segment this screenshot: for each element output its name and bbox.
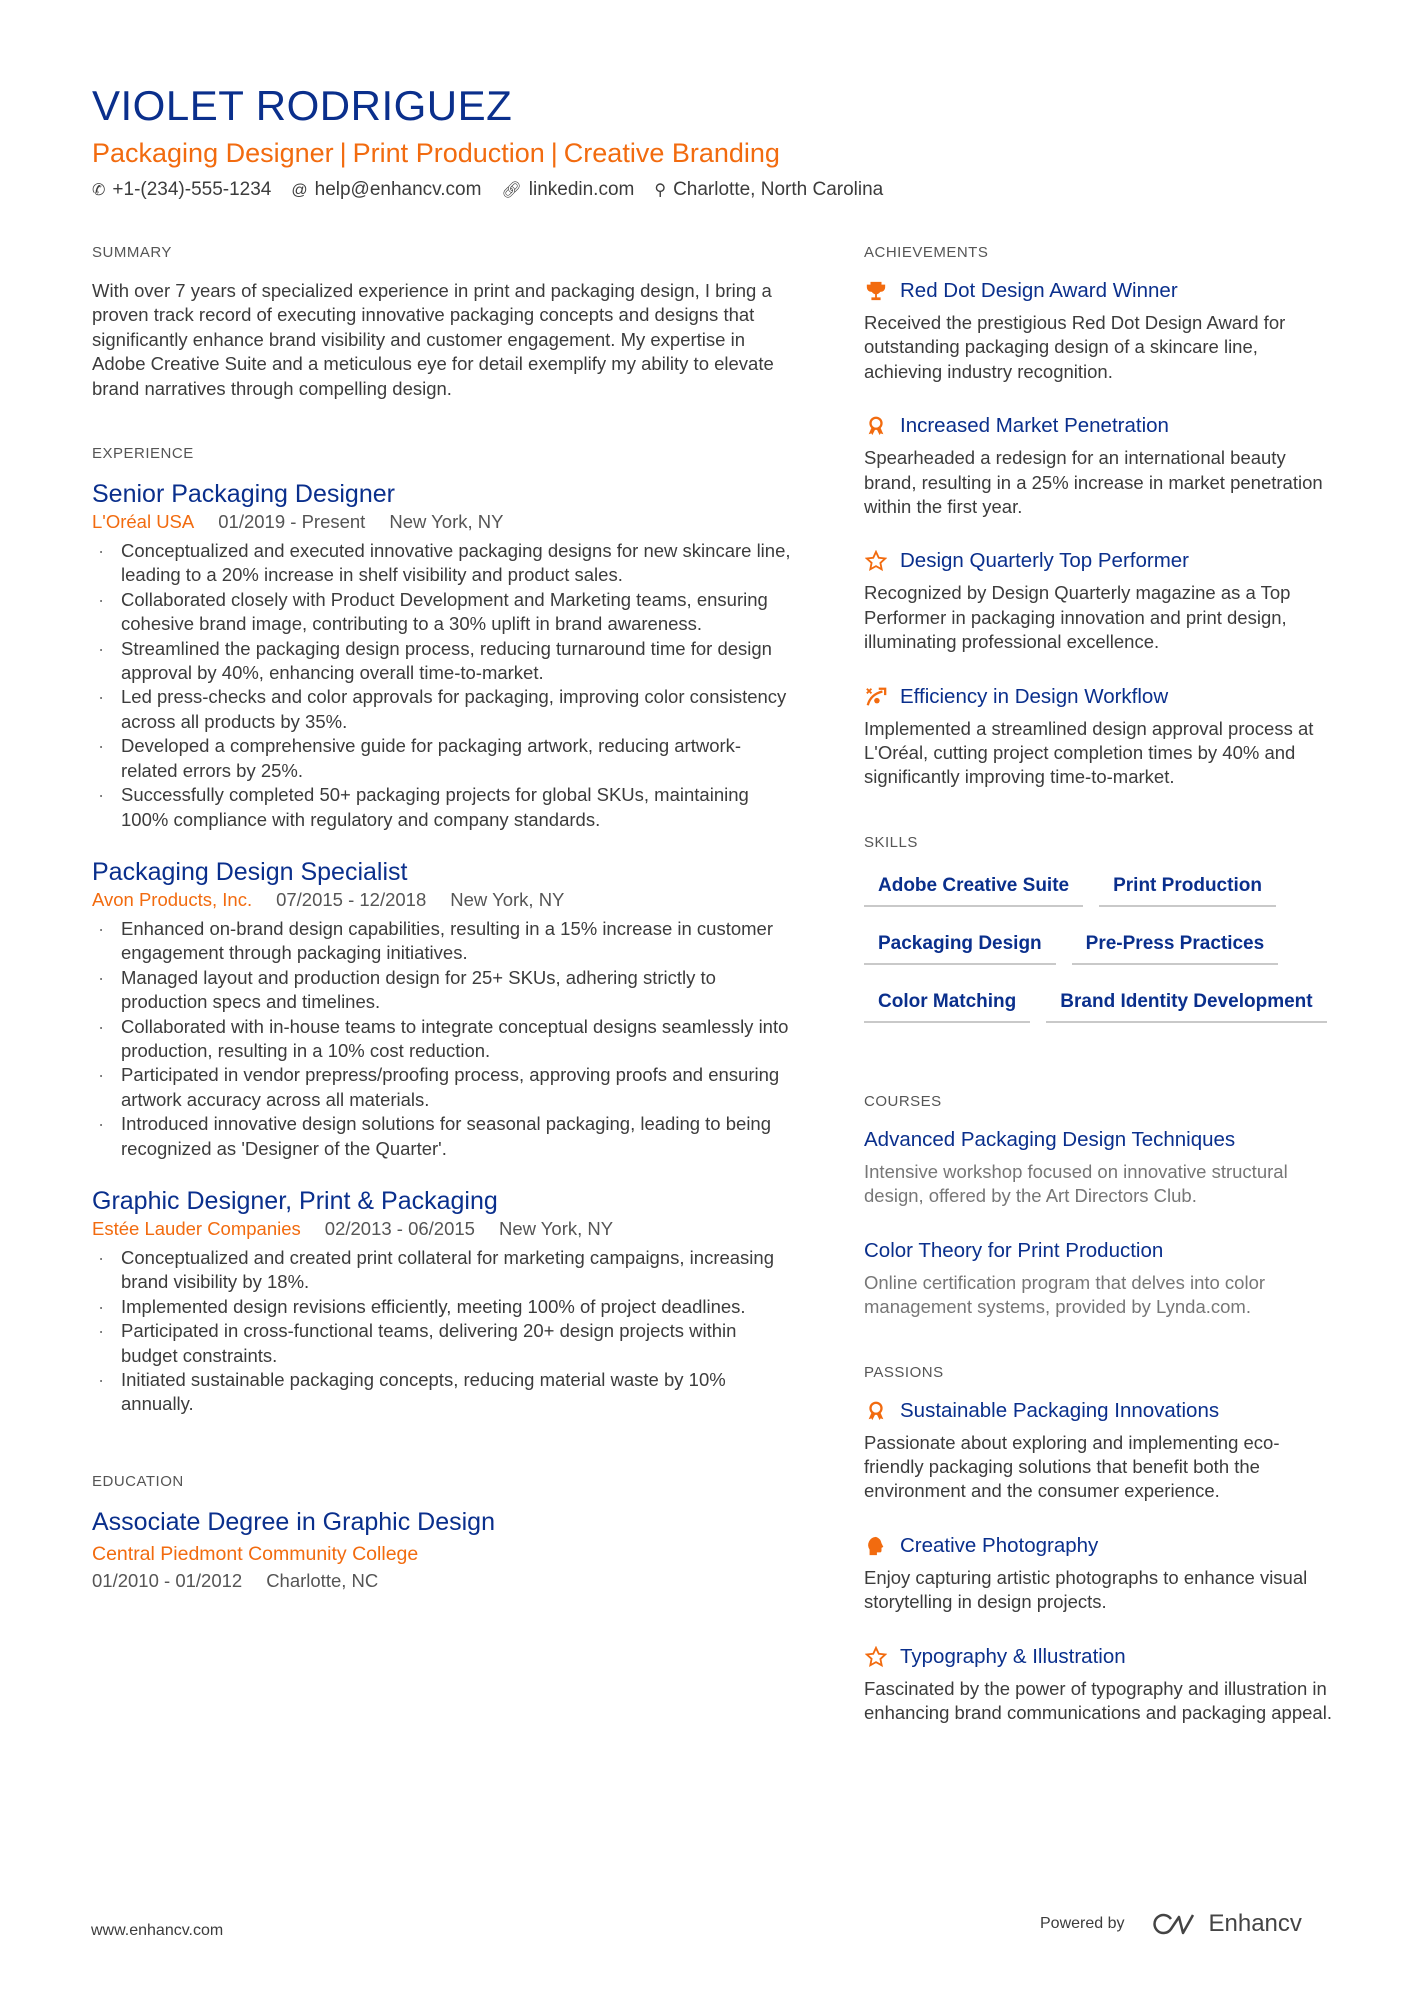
achievements-item — [864, 685, 1334, 790]
job-meta — [92, 889, 792, 911]
passions-title: Typography & Illustration — [900, 1644, 1126, 1668]
title-separator: | — [339, 138, 347, 168]
bullet-item: · Initiated sustainable packaging concepts, reducing material waste by 10% annually. — [92, 1368, 792, 1417]
achievements-item — [864, 549, 1334, 654]
resume-header — [92, 82, 883, 201]
skill-tag: Print Production — [1099, 869, 1276, 907]
course-description: Online certification program that delves into color management systems, provided by Lynda.com. — [864, 1271, 1266, 1318]
job-location: New York, NY — [389, 511, 504, 533]
title-separator: | — [550, 138, 558, 168]
education-dates: 01/2010 - 01/2012 — [92, 1569, 243, 1591]
section-label: SUMMARY — [92, 244, 172, 261]
course-title: Color Theory for Print Production — [864, 1238, 1164, 1262]
bullet-item: · Conceptualized and executed innovative packaging designs for new skincare line, leading to a 20% increase in shelf visibility and product sales. — [92, 539, 792, 588]
contact-phone — [92, 179, 271, 201]
bullet-item: · Streamlined the packaging design process, reducing turnaround time for design approval by 40%, enhancing overall time-to-market. — [92, 637, 792, 686]
powered-by-text: Powered by — [1040, 1915, 1125, 1932]
achievements-title: Efficiency in Design Workflow — [900, 684, 1169, 708]
candidate-name: VIOLET RODRIGUEZ — [92, 82, 513, 129]
job-meta — [92, 1218, 792, 1240]
company-name: Avon Products, Inc. — [92, 888, 253, 910]
summary-text: With over 7 years of specialized experience in print and packaging design, I bring a proven track record of executing innovative packaging concepts and designs that significantly enhance brand visibility and customer engagement. My expertise in Adobe Creative Suite and a meticulous eye for detail exemplify my ability to elevate brand narratives through compelling design. — [92, 280, 774, 399]
education-meta — [92, 1570, 792, 1592]
job-title: Graphic Designer, Print & Packaging — [92, 1186, 498, 1215]
section-label: COURSES — [864, 1092, 942, 1110]
passions-item-header — [864, 1645, 1334, 1669]
job-title: Senior Packaging Designer — [92, 480, 395, 509]
passions-description: Passionate about exploring and implementing eco-friendly packaging solutions that benefit both the environment and the consumer experience. — [864, 1431, 1280, 1502]
title-part: Print Production — [352, 138, 545, 168]
passions-item — [864, 1645, 1334, 1726]
title-part: Creative Branding — [563, 138, 780, 168]
passions-description: Enjoy capturing artistic photographs to enhance visual storytelling in design projects. — [864, 1566, 1308, 1613]
education-section — [92, 1473, 792, 1592]
job-entry — [92, 480, 792, 832]
bullet-item: · Participated in vendor prepress/proofing process, approving proofs and ensuring artwork accuracy across all materials. — [92, 1063, 792, 1112]
job-entry — [92, 858, 792, 1161]
contact-email[interactable] — [291, 179, 481, 201]
head-icon — [864, 1535, 888, 1557]
linkedin-link[interactable]: linkedin.com — [528, 179, 635, 200]
star-icon — [864, 550, 888, 572]
course-item — [864, 1239, 1334, 1320]
skills-section — [864, 834, 1334, 1023]
achievements-description: Spearheaded a redesign for an international beauty brand, resulting in a 25% increase in market penetration within the first year. — [864, 447, 1323, 518]
phone-icon: ✆ — [92, 182, 106, 199]
achievements-description: Recognized by Design Quarterly magazine as a Top Performer in packaging innovation and print design, illuminating professional excellence. — [864, 582, 1291, 653]
bullet-item: · Conceptualized and created print collateral for marketing campaigns, increasing brand visibility by 18%. — [92, 1246, 792, 1295]
job-location: New York, NY — [498, 1217, 614, 1239]
star-icon — [864, 1646, 888, 1668]
left-column — [92, 244, 792, 1636]
education-location: Charlotte, NC — [266, 1569, 379, 1591]
skill-tag: Pre-Press Practices — [1072, 927, 1279, 965]
job-entry — [92, 1187, 792, 1417]
job-dates: 02/2013 - 06/2015 — [324, 1217, 475, 1239]
skill-tag: Packaging Design — [864, 927, 1056, 965]
bullet-item: · Participated in cross-functional teams, delivering 20+ design projects within budget constraints. — [92, 1319, 792, 1368]
contact-linkedin[interactable] — [501, 179, 634, 201]
passions-item-header — [864, 1534, 1334, 1558]
bullet-item: · Collaborated closely with Product Development and Marketing teams, ensuring cohesive brand image, contributing to a 30% uplift in brand awareness. — [92, 588, 792, 637]
enhancv-wordmark: Enhancv — [1208, 1910, 1302, 1937]
achievements-item-header — [864, 549, 1334, 573]
achievements-title: Design Quarterly Top Performer — [900, 549, 1190, 573]
phone-text: +1-(234)-555-1234 — [112, 179, 272, 200]
achievements-description: Implemented a streamlined design approval process at L'Oréal, cutting project completion times by 40% and significantly improving time-to-market. — [864, 717, 1314, 788]
job-bullets — [92, 539, 792, 832]
passions-item-header — [864, 1399, 1334, 1423]
contact-info — [92, 179, 883, 201]
course-title: Advanced Packaging Design Techniques — [864, 1127, 1236, 1151]
section-label: EDUCATION — [92, 1472, 184, 1490]
achievements-title: Red Dot Design Award Winner — [900, 279, 1178, 302]
course-description: Intensive workshop focused on innovative structural design, offered by the Art Directors Club. — [864, 1160, 1288, 1207]
achievements-description: Received the prestigious Red Dot Design Award for outstanding packaging design of a skincare line, achieving industry recognition. — [864, 312, 1286, 382]
bullet-item: · Led press-checks and color approvals for packaging, improving color consistency across all products by 35%. — [92, 685, 792, 734]
section-label: PASSIONS — [864, 1363, 944, 1381]
section-label: ACHIEVEMENTS — [864, 244, 989, 261]
bullet-item: · Implemented design revisions efficiently, meeting 100% of project deadlines. — [92, 1295, 792, 1319]
medal-icon — [864, 415, 888, 437]
job-location: New York, NY — [450, 888, 565, 910]
passions-item — [864, 1399, 1334, 1504]
bullet-item: · Enhanced on-brand design capabilities, resulting in a 15% increase in customer engagement through packaging initiatives. — [92, 917, 792, 966]
achievements-section — [864, 244, 1334, 790]
company-name: Estée Lauder Companies — [92, 1217, 301, 1239]
enhancv-logo-icon — [1149, 1911, 1197, 1937]
link-icon: 🔗︎ — [501, 182, 522, 199]
skill-tag: Adobe Creative Suite — [864, 869, 1083, 907]
medal-icon — [864, 1400, 888, 1422]
skill-tag: Brand Identity Development — [1046, 985, 1326, 1023]
trophy-icon — [864, 280, 888, 302]
job-dates: 07/2015 - 12/2018 — [276, 888, 427, 910]
title-part: Packaging Designer — [92, 138, 334, 168]
skill-tag: Color Matching — [864, 985, 1030, 1023]
right-column — [864, 244, 1334, 1769]
company-name: L'Oréal USA — [92, 511, 195, 533]
passions-section — [864, 1364, 1334, 1726]
location-pin-icon: ⚲ — [654, 182, 667, 199]
degree: Associate Degree in Graphic Design — [92, 1507, 495, 1536]
email-link[interactable]: help@enhancv.com — [314, 179, 482, 200]
passions-description: Fascinated by the power of typography and illustration in enhancing brand communications and packaging appeal. — [864, 1677, 1332, 1723]
contact-location — [654, 179, 883, 201]
section-label: EXPERIENCE — [92, 445, 194, 463]
job-meta — [92, 511, 792, 533]
job-bullets — [92, 1246, 792, 1417]
bullet-item: · Developed a comprehensive guide for packaging artwork, reducing artwork-related errors by 25%. — [92, 734, 792, 783]
footer-branding — [1040, 1910, 1302, 1938]
bullet-item: · Collaborated with in-house teams to integrate conceptual designs seamlessly into production, resulting in a 10% cost reduction. — [92, 1015, 792, 1064]
section-label: SKILLS — [864, 833, 918, 851]
location-text: Charlotte, North Carolina — [673, 179, 884, 200]
achievements-item — [864, 279, 1334, 384]
job-title: Packaging Design Specialist — [92, 857, 408, 886]
passions-title: Creative Photography — [900, 1533, 1099, 1557]
footer-website[interactable]: www.enhancv.com — [91, 1922, 224, 1939]
courses-section — [864, 1093, 1334, 1320]
course-item — [864, 1128, 1334, 1209]
achievements-title: Increased Market Penetration — [900, 414, 1169, 438]
achievements-item-header — [864, 685, 1334, 709]
experience-section — [92, 445, 792, 1417]
school: Central Piedmont Community College — [92, 1542, 419, 1565]
job-dates: 01/2019 - Present — [218, 511, 366, 533]
achievements-item — [864, 414, 1334, 519]
job-bullets — [92, 917, 792, 1161]
achievements-item-header — [864, 279, 1334, 303]
candidate-title — [92, 138, 883, 169]
achievements-item-header — [864, 414, 1334, 438]
bullet-item: · Managed layout and production design for 25+ SKUs, adhering strictly to production specs and timelines. — [92, 966, 792, 1015]
summary-section — [92, 244, 792, 401]
bullet-item: · Successfully completed 50+ packaging projects for global SKUs, maintaining 100% compliance with regulatory and company standards. — [92, 783, 792, 832]
bullet-item: · Introduced innovative design solutions for seasonal packaging, leading to being recognized as 'Designer of the Quarter'. — [92, 1112, 792, 1161]
passions-title: Sustainable Packaging Innovations — [900, 1398, 1220, 1422]
at-icon: @ — [291, 182, 308, 199]
enhancv-logo[interactable] — [1149, 1910, 1302, 1938]
workflow-icon — [864, 686, 888, 708]
passions-item — [864, 1534, 1334, 1615]
